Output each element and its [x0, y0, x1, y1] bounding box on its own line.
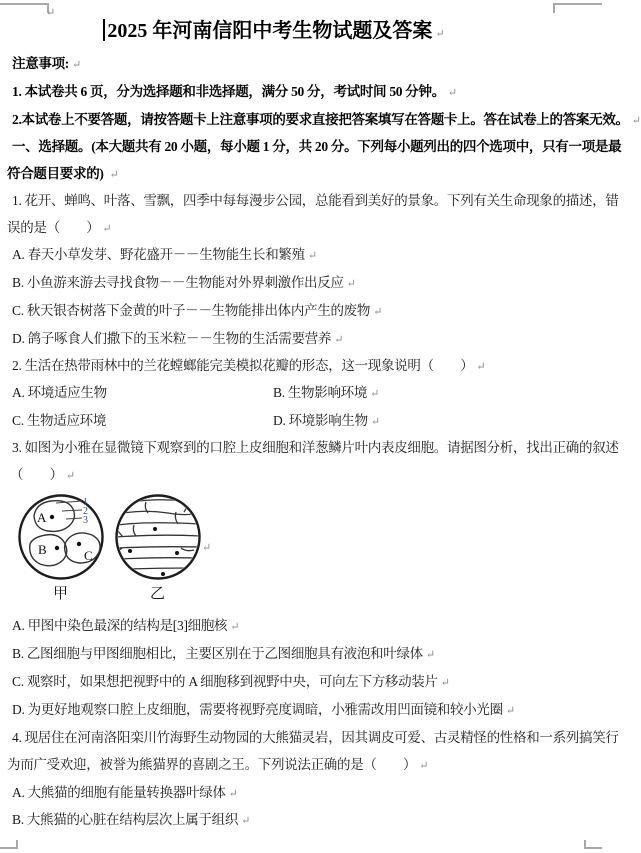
crop-mark-top-left: [0, 3, 49, 13]
onion-nucleus-dot-2: [128, 549, 132, 553]
question-1-option-b: B. 小鱼游来游去寻找食物－－生物能对外界刺激作出反应 ↵: [12, 275, 356, 290]
cell-a-label: A: [37, 510, 47, 525]
onion-nucleus-dot-1: [153, 527, 157, 531]
cell-b-nucleus-dot: [55, 546, 59, 550]
notice-item-2: 2.本试卷上不要答题，请按答题卡上注意事项的要求直接把答案填写在答题卡上。答在试卷上的答案无效。 ↵: [12, 112, 641, 127]
paragraph-mark: ↵: [102, 223, 112, 235]
question-2-option-c: C. 生物适应环境: [12, 413, 107, 428]
paragraph-mark: ↵: [46, 7, 56, 19]
text-cursor: [103, 19, 105, 41]
crop-mark-top-right: [553, 3, 602, 13]
question-1-option-c: C. 秋天银杏树落下金黄的叶子－－生物能排出体内产生的废物 ↵: [12, 303, 383, 318]
paragraph-mark: ↵: [370, 416, 381, 428]
crop-mark-bottom-left: [0, 840, 18, 849]
microscope-figure: [18, 486, 228, 609]
paragraph-mark: ↵: [307, 250, 318, 262]
question-3-stem-line-2: （ ） ↵: [10, 467, 76, 482]
paragraph-mark: ↵: [419, 760, 429, 772]
figure-label-right: 乙: [150, 586, 166, 602]
question-3-stem-line-1: 3. 如图为小雅在显微镜下观察到的口腔上皮细胞和洋葱鳞片叶内表皮细胞。请据图分析，找出正确的叙述: [12, 440, 619, 455]
paragraph-mark: ↵: [440, 677, 450, 689]
crop-mark-bottom-right: [584, 840, 602, 849]
question-1-stem-line-1: 1. 花开、蝉鸣、叶落、雪飘，四季中每每漫步公园，总能看到美好的景象。下列有关生命现象的描述，错: [12, 193, 619, 208]
cell-b-label: B: [38, 542, 47, 557]
leader-line-3: [66, 518, 82, 519]
question-3-option-b: B. 乙图细胞与甲图细胞相比，主要区别在于乙图细胞具有液泡和叶绿体 ↵: [12, 646, 436, 661]
paragraph-mark: ↵: [202, 542, 212, 554]
leader-line-2: [62, 510, 82, 511]
paragraph-mark: ↵: [72, 59, 82, 71]
cell-c-nucleus-dot: [77, 542, 81, 546]
question-4-option-a: A. 大熊猫的细胞有能量转换器叶绿体 ↵: [12, 785, 238, 800]
paragraph-mark: ↵: [65, 470, 76, 482]
notice-heading: 注意事项: ↵: [12, 56, 82, 71]
question-3-option-a: A. 甲图中染色最深的结构是[3]细胞核 ↵: [12, 618, 240, 633]
paragraph-mark: ↵: [447, 87, 458, 99]
notice-item-1: 1. 本试卷共 6 页，分为选择题和非选择题，满分 50 分，考试时间 50 分钟。 ↵: [12, 84, 458, 99]
question-4-stem-line-1: 4. 现居住在河南洛阳栾川竹海野生动物园的大熊猫灵岩，因其调皮可爱、古灵精怪的性格和一系列搞笑行: [12, 730, 619, 745]
paragraph-mark: ↵: [241, 815, 251, 827]
cell-c-outline: [65, 533, 101, 563]
question-1-option-d: D. 鸽子啄食人们撒下的玉米粒－－生物的生活需要营养 ↵: [12, 331, 344, 346]
field-of-view-left: [20, 496, 103, 579]
structure-label-1: 1: [83, 497, 88, 508]
paragraph-mark: ↵: [476, 361, 486, 373]
section-heading-line-2: 符合题目要求的) ↵: [7, 166, 119, 181]
cell-c-label: C: [84, 548, 93, 563]
question-4-stem-line-2: 为而广受欢迎，被誉为熊猫界的喜剧之王。下列说法正确的是（ ） ↵: [7, 757, 429, 772]
structure-label-3: 3: [83, 515, 88, 526]
cell-a-nucleus-dot: [50, 515, 54, 519]
paragraph-mark: ↵: [370, 388, 380, 400]
paragraph-mark: ↵: [230, 621, 240, 633]
question-2-stem: 2. 生活在热带雨林中的兰花螳螂能完美模拟花瓣的形态，这一现象说明（ ） ↵: [12, 358, 486, 373]
paragraph-mark: ↵: [631, 115, 641, 127]
microscope-views-drawing: [18, 486, 228, 604]
paragraph-mark: ↵: [373, 306, 383, 318]
question-2-option-b: B. 生物影响环境 ↵: [273, 385, 380, 400]
question-1-option-a: A. 春天小草发芽、野花盛开－－生物能生长和繁殖 ↵: [12, 247, 318, 262]
structure-label-2: 2: [83, 506, 88, 517]
paragraph-mark: ↵: [505, 705, 516, 717]
question-3-option-d: D. 为更好地观察口腔上皮细胞，需要将视野亮度调暗，小雅需改用凹面镜和较小光圈 ↵: [12, 702, 516, 717]
question-3-option-c: C. 观察时，如果想把视野中的 A 细胞移到视野中央，可向左下方移动装片 ↵: [12, 674, 450, 689]
paragraph-mark: ↵: [228, 788, 238, 800]
question-2-option-d: D. 环境影响生物 ↵: [273, 413, 381, 428]
paragraph-mark: ↵: [346, 278, 356, 290]
page-title: [0, 14, 548, 43]
question-1-stem-line-2: 误的是（ ） ↵: [7, 220, 112, 235]
onion-nucleus-dot-3: [175, 551, 179, 555]
section-heading-line-1: 一、选择题。(本大题共有 20 小题，每小题 1 分，共 20 分。下列每小题列出的四个选项中，只有一项是最: [12, 139, 622, 154]
paragraph-mark: ↵: [425, 649, 436, 661]
paragraph-mark: ↵: [435, 28, 445, 40]
onion-nucleus-dot-4: [161, 572, 165, 576]
figure-label-left: 甲: [53, 586, 69, 602]
question-2-option-a: A. 环境适应生物: [12, 385, 107, 400]
question-4-option-b: B. 大熊猫的心脏在结构层次上属于组织 ↵: [12, 812, 251, 827]
field-of-view-right: [117, 496, 200, 579]
paragraph-mark: ↵: [334, 334, 344, 346]
paragraph-mark: ↵: [109, 169, 119, 181]
cell-b-outline: [30, 535, 67, 566]
page-title-text: 2025 年河南信阳中考生物试题及答案: [107, 20, 433, 42]
